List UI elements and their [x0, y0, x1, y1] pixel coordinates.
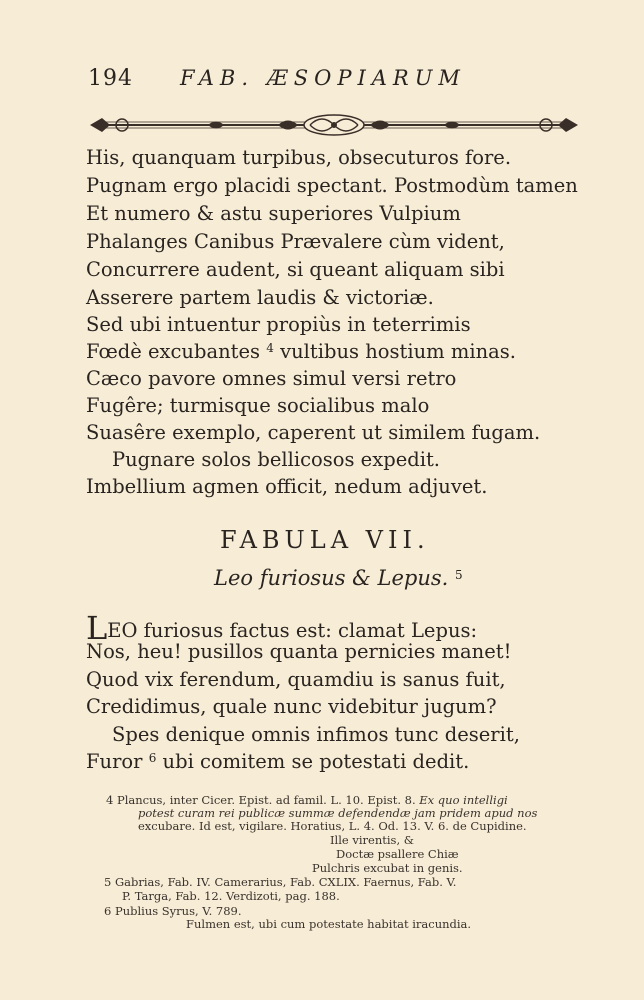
footnote-quote: Pulchris excubat in genis. [312, 861, 463, 875]
verse-line: Credidimus, quale nunc videbitur jugum? [86, 695, 497, 718]
footnote-ref-5: 5 [455, 568, 463, 582]
page-number: 194 [88, 66, 133, 91]
verse-line: Et numero & astu superiores Vulpium [86, 202, 461, 225]
verse-line: Concurrere audent, si queant aliquam sibi [86, 258, 505, 281]
footnote-quote: Ille virentis, & [330, 833, 414, 847]
footnote-italic: Ex quo intelligi [419, 793, 508, 807]
verse-line: Nos, heu! pusillos quanta pernicies manet! [86, 640, 512, 663]
verse-line: Spes denique omnis infimos tunc deserit, [112, 723, 520, 746]
verse-line [86, 752, 469, 772]
fable-subtitle-text: Leo furiosus & Lepus. [214, 566, 449, 590]
verse-line: Cæco pavore omnes simul versi retro [86, 367, 457, 390]
footnote-ref-4: 4 [266, 341, 274, 355]
verse-text: EO furiosus factus est: clamat Lepus: [107, 619, 478, 642]
verse-text: vultibus hostium minas. [280, 340, 516, 363]
footnote-line: excubare. Id est, vigilare. Horatius, L. 4. Od. 13. V. 6. de Cupidine. [138, 819, 527, 833]
footnote-5: 5 Gabrias, Fab. IV. Camerarius, Fab. CXLIX. Faernus, Fab. V. [104, 875, 457, 889]
footnote-line: potest curam rei publicæ summæ defendendæ jam pridem apud nos [138, 806, 538, 820]
fable-title: FABULA VII. [220, 526, 430, 554]
verse-line: Pugnare solos bellicosos expedit. [112, 448, 440, 471]
verse-line: Phalanges Canibus Prævalere cùm vident, [86, 230, 505, 253]
ornament-divider [88, 110, 580, 140]
fable-subtitle [214, 566, 463, 590]
verse-text: Furor [86, 750, 143, 773]
verse-line: Suasêre exemplo, caperent ut similem fugam. [86, 421, 541, 444]
footnote-text: 4 Plancus, inter Cicer. Epist. ad famil. L. 10. Epist. 8. [106, 793, 416, 807]
footnote-quote: Fulmen est, ubi cum potestate habitat iracundia. [186, 917, 472, 931]
running-title: FAB. ÆSOPIARUM [180, 66, 466, 90]
verse-text: ubi comitem se potestati dedit. [162, 750, 470, 773]
verse-text: Fœdè excubantes [86, 340, 261, 363]
footnote-ref-6: 6 [148, 751, 157, 765]
drop-cap: L [86, 609, 108, 647]
footnote-quote: Doctæ psallere Chiæ [336, 847, 459, 861]
verse-line: Fugêre; turmisque socialibus malo [86, 394, 430, 417]
verse-line: Sed ubi intuentur propiùs in teterrimis [86, 313, 471, 336]
verse-line: Asserere partem laudis & victoriæ. [86, 286, 434, 309]
footnote-line: P. Targa, Fab. 12. Verdizoti, pag. 188. [122, 889, 340, 903]
page-header [88, 66, 518, 100]
footnote-6: 6 Publius Syrus, V. 789. [104, 904, 242, 918]
verse-line: Pugnam ergo placidi spectant. Postmodùm tamen [86, 174, 578, 197]
verse-line [86, 342, 516, 362]
verse-line: Imbellium agmen officit, nedum adjuvet. [86, 475, 488, 498]
footnote-4 [106, 795, 508, 807]
verse-line: Quod vix ferendum, quamdiu is sanus fuit, [86, 668, 506, 691]
verse-line: His, quanquam turpibus, obsecuturos fore. [86, 146, 512, 169]
